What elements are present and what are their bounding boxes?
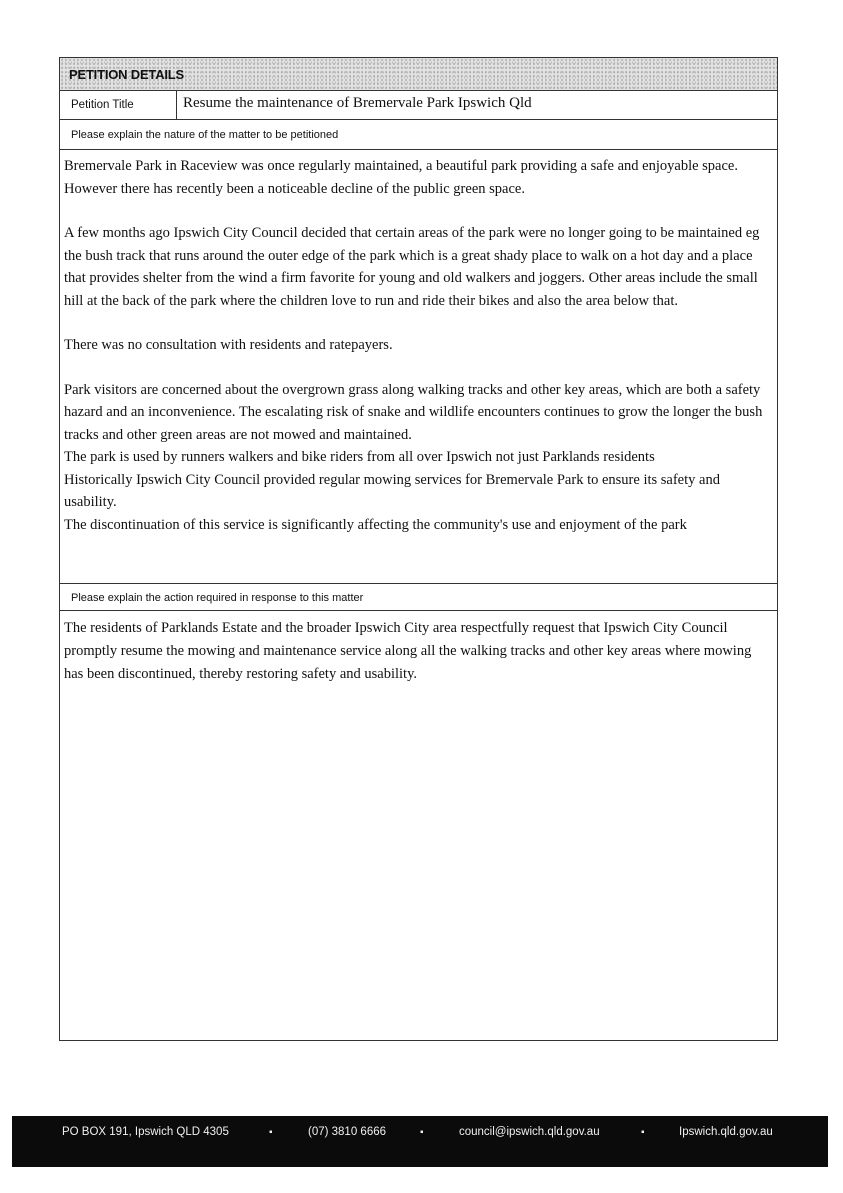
footer-separator: ▪ [420,1127,424,1138]
matter-paragraph: A few months ago Ipswich City Council decided that certain areas of the park were no longer going to be maintained eg the bush track that runs around the outer edge of the park which is a great shady place to walk on a hot day and a place that provides shelter from the wind a firm favorite for young and old walkers and joggers. Other areas include the small hill at the back of the park where the children love to run and ride their bikes and also the area below that. [64,225,760,309]
matter-paragraph: Historically Ipswich City Council provided regular mowing services for Bremervale Park to ensure its safety and usability. [64,471,720,510]
petition-title-label: Petition Title [60,91,177,119]
section-header [60,58,777,91]
footer-separator: ▪ [641,1127,645,1138]
action-prompt: Please explain the action required in response to this matter [60,583,777,611]
footer-separator: ▪ [269,1127,273,1138]
matter-paragraph: There was no consultation with residents and ratepayers. [64,337,393,353]
footer-phone: (07) 3810 6666 [308,1126,387,1138]
matter-paragraph: Park visitors are concerned about the overgrown grass along walking tracks and other key areas, which are both a safety hazard and an inconvenience. The escalating risk of snake and wildlife encounters continues to grow the longer the bush tracks and other green areas are not mowed and maintained. [64,381,763,443]
action-text: The residents of Parklands Estate and the broader Ipswich City area respectfully request that Ipswich City Council promptly resume the mowing and maintenance service along all the walking tracks and other key areas where mowing has been discontinued, thereby restoring safety and usability. [64,620,752,682]
section-title: PETITION DETAILS [69,67,185,82]
matter-prompt: Please explain the nature of the matter to be petitioned [60,120,777,150]
petition-title-row [60,91,777,120]
petition-title-value: Resume the maintenance of Bremervale Park Ipswich Qld [183,95,532,111]
footer-address: PO BOX 191, Ipswich QLD 4305 [62,1126,229,1138]
petition-details-form [59,57,778,1041]
footer-bar [12,1116,828,1167]
footer-email[interactable]: council@ipswich.qld.gov.au [459,1126,600,1138]
matter-text [64,155,770,536]
matter-paragraph: The park is used by runners walkers and bike riders from all over Ipswich not just Parklands residents [64,449,655,465]
footer-website[interactable]: Ipswich.qld.gov.au [679,1126,773,1138]
matter-paragraph: The discontinuation of this service is significantly affecting the community's use and enjoyment of the park [64,516,687,533]
matter-paragraph: Bremervale Park in Raceview was once regularly maintained, a beautiful park providing a safe and enjoyable space. However there has recently been a noticeable decline of the public green space. [64,158,738,197]
